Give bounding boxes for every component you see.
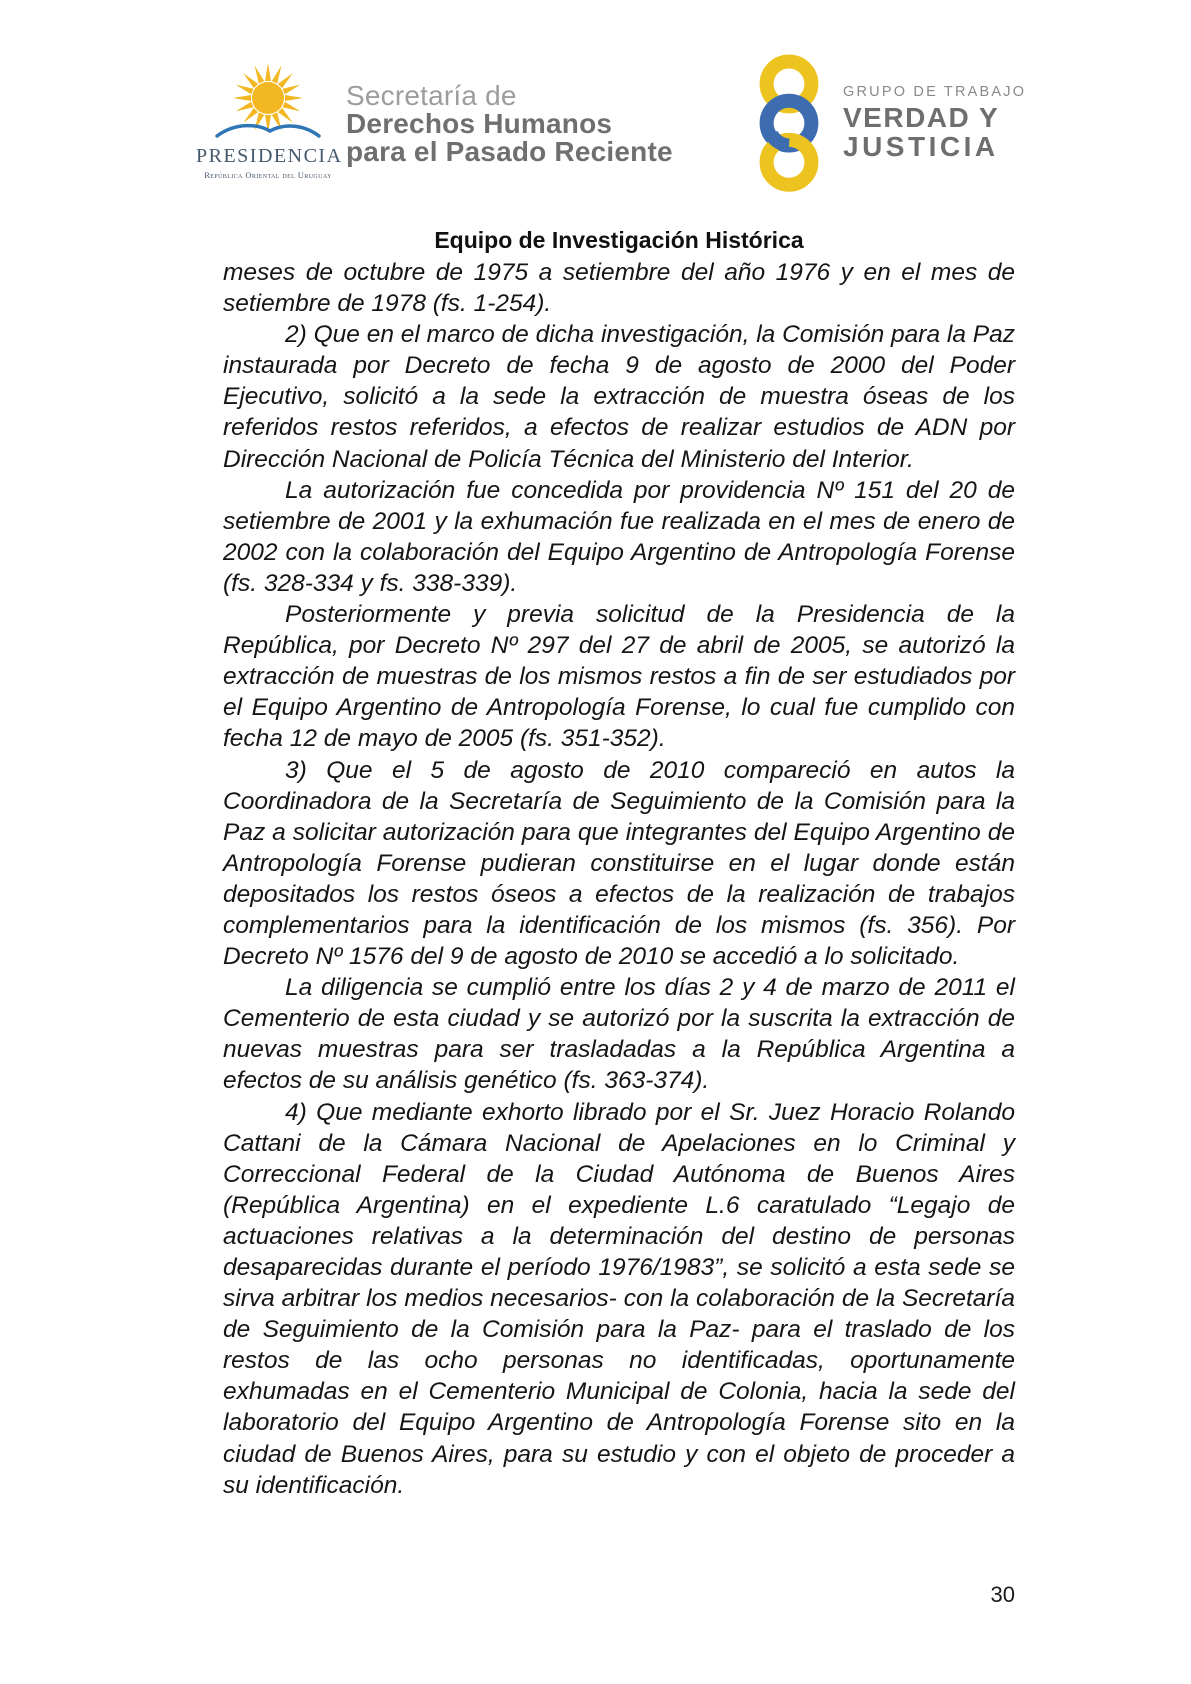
secretaria-line2: Derechos Humanos xyxy=(346,108,613,139)
paragraph: Posteriormente y previa solicitud de la Presidencia de la República, por Decreto Nº 297 del 27 de abril de 2005, se autorizó la extracción de muestras de los mismos restos a fin de ser estudiados por el Equipo Argentino de Antropología Forense, lo cual fue cumplido con fecha 12 de mayo de 2005 (fs. 351-352). xyxy=(223,601,1015,753)
paragraph: 4) Que mediante exhorto librado por el Sr. Juez Horacio Rolando Cattani de la Cámara Nacional de Apelaciones en lo Criminal y Correccional Federal de la Ciudad Autónoma de Buenos Aires (República Argentina) en el expediente L.6 caratulado “Legajo de actuaciones relativas a la determinación del destino de personas desaparecidas durante el período 1976/1983”, se solicitó a esta sede se sirva arbitrar los medios necesarios- con la colaboración de la Secretaría de Seguimiento de la Comisión para la Paz- para el traslado de los restos de las ocho personas no identificadas, oportunamente exhumadas en el Cementerio Municipal de Colonia, hacia la sede del laboratorio del Equipo Argentino de Antropología Forense sito en la ciudad de Buenos Aires, para su estudio y con el objeto de proceder a su identificación. xyxy=(223,1098,1015,1499)
presidencia-subtitle: República Oriental del Uruguay xyxy=(204,170,332,180)
page-title: Equipo de Investigación Histórica xyxy=(434,227,804,253)
grupo-text xyxy=(843,54,1026,196)
interlocked-rings-icon xyxy=(747,54,831,196)
secretaria-line1: Secretaría de xyxy=(346,80,517,111)
secretaria-wordmark xyxy=(346,82,673,166)
sun-icon xyxy=(214,60,322,144)
grupo-line3: JUSTICIA xyxy=(843,131,999,162)
paragraph: 2) Que en el marco de dicha investigación, la Comisión para la Paz instaurada por Decreto de fecha 9 de agosto de 2000 del Poder Ejecutivo, solicitó a la sede la extracción de muestra óseas de los referidos restos referidos, a efectos de realizar estudios de ADN por Dirección Nacional de Policía Técnica del Ministerio del Interior. xyxy=(223,321,1015,473)
page-number: 30 xyxy=(990,1582,1015,1607)
paragraph: La autorización fue concedida por providencia Nº 151 del 20 de setiembre de 2001 y la exhumación fue realizada en el mes de enero de 2002 con la colaboración del Equipo Argentino de Antropología Forense (fs. 328-334 y fs. 338-339). xyxy=(223,476,1015,597)
grupo-logo xyxy=(747,54,1026,196)
paragraph: 3) Que el 5 de agosto de 2010 compareció en autos la Coordinadora de la Secretaría de Seguimiento de la Comisión para la Paz a solicitar autorización para que integrantes del Equipo Argentino de Antropología Forense pudieran constituirse en el lugar donde están depositados los restos óseos a efectos de la realización de trabajos complementarios para la identificación de los mismos (fs. 356). Por Decreto Nº 1576 del 9 de agosto de 2010 se accedió a lo solicitado. xyxy=(223,756,1015,971)
presidencia-title: PRESIDENCIA xyxy=(196,145,343,167)
paragraph: La diligencia se cumplió entre los días 2 y 4 de marzo de 2011 el Cementerio de esta ciudad y se autorizó por la suscrita la extracción de nuevas muestras para ser trasladadas a la República Argentina a efectos de su análisis genético (fs. 363-374). xyxy=(223,974,1015,1095)
paragraph: meses de octubre de 1975 a setiembre del año 1976 y en el mes de setiembre de 1978 (fs. 1-254). xyxy=(223,259,1015,318)
grupo-line2: VERDAD Y xyxy=(843,102,1000,133)
presidencia-logo xyxy=(196,60,343,180)
document-text xyxy=(223,257,1015,1501)
grupo-line1: GRUPO DE TRABAJO xyxy=(843,84,1027,100)
secretaria-line3: para el Pasado Reciente xyxy=(346,136,673,167)
